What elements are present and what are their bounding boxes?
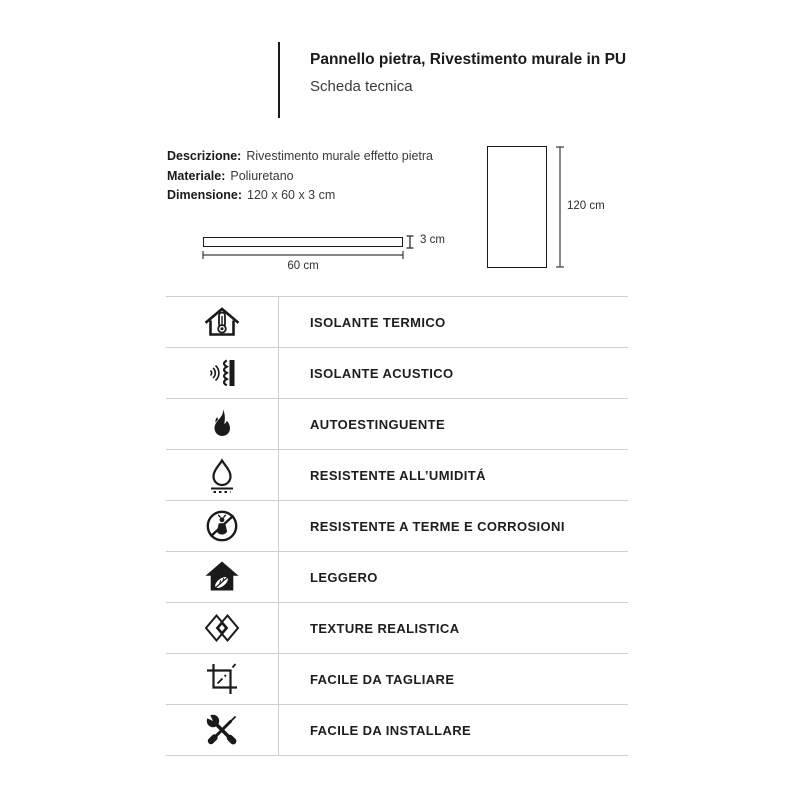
feature-row bbox=[166, 603, 628, 654]
feather-house-icon bbox=[166, 557, 278, 597]
feature-label: RESISTENTE A TERME E CORROSIONI bbox=[310, 518, 565, 534]
spec-line bbox=[167, 147, 433, 167]
width-dimension-label: 60 cm bbox=[287, 260, 319, 272]
feature-row bbox=[166, 348, 628, 399]
feature-label: ISOLANTE TERMICO bbox=[310, 314, 446, 330]
feature-label: FACILE DA INSTALLARE bbox=[310, 722, 472, 738]
feature-label: AUTOESTINGUENTE bbox=[310, 416, 446, 432]
no-termite-icon bbox=[166, 506, 278, 546]
feature-label: FACILE DA TAGLIARE bbox=[310, 671, 455, 687]
spec-value: Rivestimento murale effetto pietra bbox=[246, 149, 434, 163]
texture-diamonds-icon bbox=[166, 608, 278, 648]
spec-label: Dimensione: bbox=[167, 188, 243, 202]
thickness-dimension-label: 3 cm bbox=[420, 234, 445, 246]
spec-list bbox=[167, 147, 433, 206]
flame-icon bbox=[166, 404, 278, 444]
spec-line bbox=[167, 186, 433, 206]
feature-row bbox=[166, 399, 628, 450]
height-measure bbox=[553, 146, 567, 268]
feature-label: TEXTURE REALISTICA bbox=[310, 620, 460, 636]
water-drop-icon bbox=[166, 455, 278, 495]
house-thermometer-icon bbox=[166, 302, 278, 342]
thickness-measure bbox=[405, 234, 415, 250]
spec-label: Materiale: bbox=[167, 168, 226, 183]
page-title: Pannello pietra, Rivestimento murale in PU bbox=[310, 51, 627, 68]
sound-insulation-icon bbox=[166, 353, 278, 393]
header bbox=[310, 50, 626, 97]
feature-row bbox=[166, 501, 628, 552]
feature-label: ISOLANTE ACUSTICO bbox=[310, 365, 454, 381]
crossed-tools-icon bbox=[166, 710, 278, 750]
feature-table-column-divider bbox=[278, 297, 279, 756]
header-divider-line bbox=[278, 42, 280, 118]
spec-label: Descrizione: bbox=[167, 149, 242, 163]
feature-row bbox=[166, 552, 628, 603]
feature-table bbox=[166, 296, 628, 756]
spec-line bbox=[167, 167, 433, 187]
spec-value: Poliuretano bbox=[230, 168, 294, 183]
spec-value: 120 x 60 x 3 cm bbox=[247, 188, 336, 202]
panel-side-view-rect bbox=[203, 237, 403, 247]
feature-row bbox=[166, 705, 628, 756]
panel-front-view-rect bbox=[487, 146, 547, 268]
feature-label: LEGGERO bbox=[310, 569, 378, 585]
feature-label: RESISTENTE ALL’UMIDITÁ bbox=[310, 467, 486, 483]
height-dimension-label: 120 cm bbox=[567, 200, 605, 212]
feature-row bbox=[166, 654, 628, 705]
crop-cut-icon bbox=[166, 659, 278, 699]
feature-row bbox=[166, 450, 628, 501]
page-subtitle: Scheda tecnica bbox=[310, 78, 413, 95]
feature-row bbox=[166, 297, 628, 348]
